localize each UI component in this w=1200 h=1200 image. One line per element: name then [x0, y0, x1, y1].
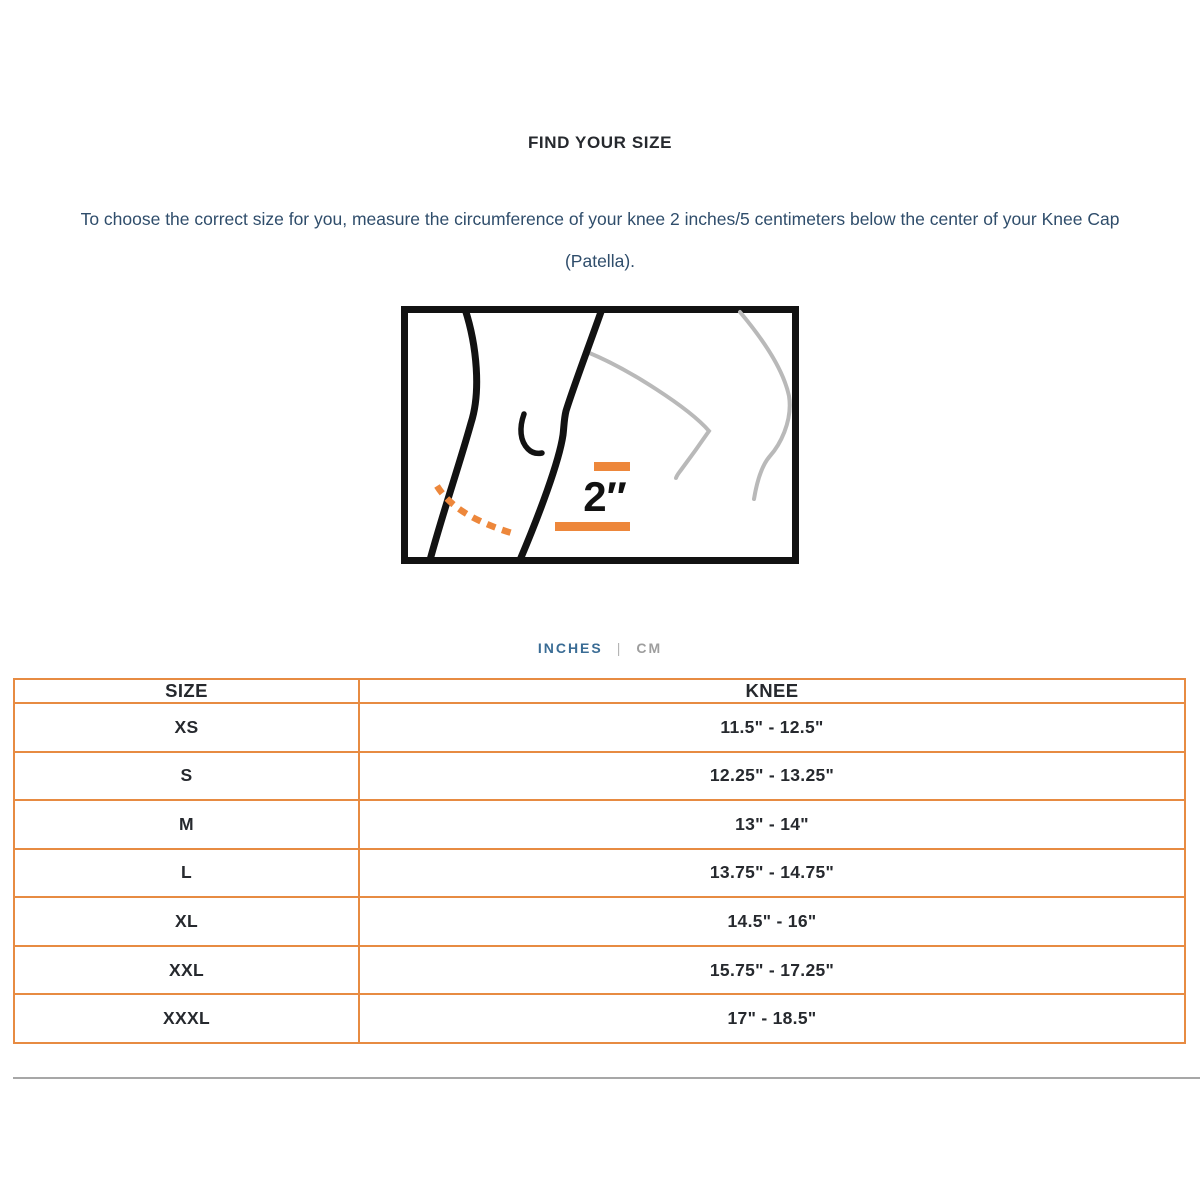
diagram-container	[0, 306, 1200, 564]
table-row	[14, 703, 1185, 752]
two-inch-label: 2″	[583, 473, 627, 520]
instructions-line-2: (Patella).	[564, 251, 636, 271]
knee-measurement-diagram	[401, 306, 799, 564]
cell-size: M	[14, 800, 359, 849]
cell-size: XS	[14, 703, 359, 752]
two-inch-bar-bottom	[555, 522, 630, 531]
size-table	[13, 678, 1186, 1044]
cell-knee: 11.5" - 12.5"	[359, 703, 1185, 752]
unit-separator: |	[616, 640, 623, 656]
units-toggle	[0, 640, 1200, 657]
table-row	[14, 994, 1185, 1043]
cell-knee: 17" - 18.5"	[359, 994, 1185, 1043]
cell-knee: 13.75" - 14.75"	[359, 849, 1185, 898]
table-header-row	[14, 679, 1185, 703]
table-row	[14, 946, 1185, 995]
cell-knee: 13" - 14"	[359, 800, 1185, 849]
table-row	[14, 752, 1185, 801]
cell-size: S	[14, 752, 359, 801]
two-inch-bar-top	[594, 462, 630, 471]
table-row	[14, 897, 1185, 946]
cell-size: XXL	[14, 946, 359, 995]
cell-size: L	[14, 849, 359, 898]
size-instructions	[14, 198, 1186, 282]
col-header-knee: KNEE	[359, 679, 1185, 703]
cell-knee: 14.5" - 16"	[359, 897, 1185, 946]
table-row	[14, 800, 1185, 849]
unit-option-cm[interactable]: CM	[636, 640, 663, 656]
bottom-divider	[13, 1077, 1200, 1079]
cell-size: XL	[14, 897, 359, 946]
cell-knee: 15.75" - 17.25"	[359, 946, 1185, 995]
unit-option-inches[interactable]: INCHES	[537, 640, 603, 656]
table-row	[14, 849, 1185, 898]
cell-size: XXXL	[14, 994, 359, 1043]
cell-knee: 12.25" - 13.25"	[359, 752, 1185, 801]
col-header-size: SIZE	[14, 679, 359, 703]
page-title: FIND YOUR SIZE	[527, 133, 673, 152]
instructions-line-1: To choose the correct size for you, measure the circumference of your knee 2 inches/5 centimeters below the center of your Knee Cap	[80, 209, 1120, 229]
